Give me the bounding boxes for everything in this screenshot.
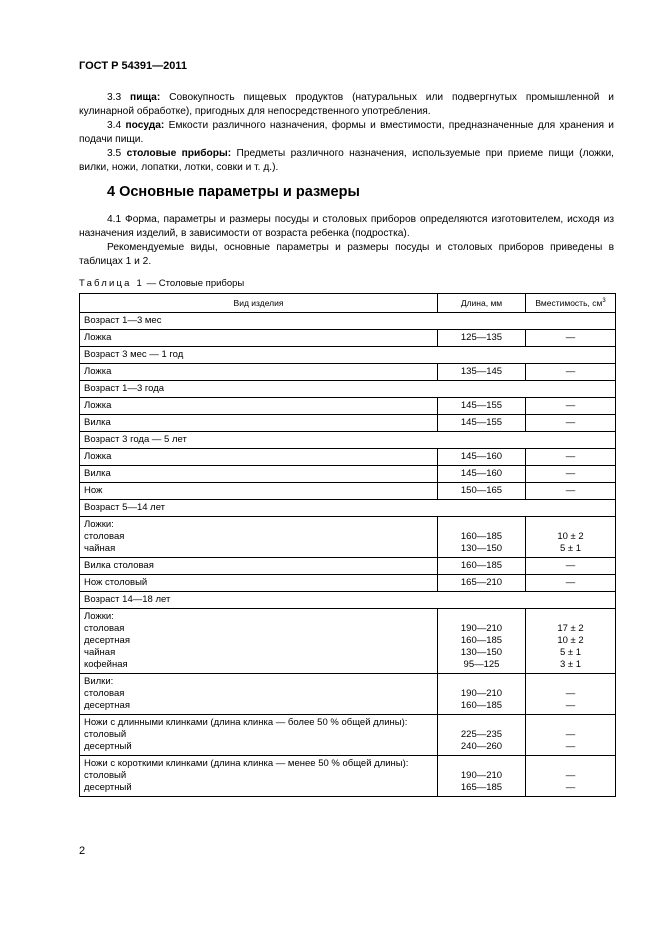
capacity-cell	[526, 575, 616, 592]
length-cell-line: 225—235	[460, 729, 503, 740]
item-name-cell-line: столовая	[84, 623, 125, 634]
item-name-cell-line: десертный	[84, 741, 132, 752]
item-name-cell-line: столовый	[84, 729, 127, 740]
item-name-cell-line: Вилка столовая	[84, 560, 154, 571]
length-cell	[438, 449, 526, 466]
length-cell-line: 165—185	[460, 782, 503, 793]
table-group-row	[80, 432, 616, 449]
header-length: Длина, мм	[438, 294, 526, 313]
item-name-cell	[80, 674, 438, 715]
item-name-cell-line: столовая	[84, 688, 125, 699]
cutlery-table	[79, 293, 616, 797]
capacity-cell	[526, 466, 616, 483]
capacity-cell	[526, 364, 616, 381]
item-name-cell-line: Ножи с короткими клинками (длина клинка — менее 50 % общей длины):	[84, 758, 409, 769]
capacity-cell-line: —	[565, 400, 576, 411]
length-cell-line: 135—145	[460, 366, 503, 377]
capacity-cell-line: —	[565, 485, 576, 496]
table-row	[80, 466, 616, 483]
item-name-cell	[80, 415, 438, 432]
capacity-cell	[526, 330, 616, 347]
header-capacity	[526, 294, 616, 313]
item-name-cell	[80, 466, 438, 483]
table-row	[80, 398, 616, 415]
paragraph-3-4	[79, 119, 614, 147]
item-name-cell-line: Вилка	[84, 468, 111, 479]
capacity-cell-line: 5 ± 1	[559, 647, 582, 658]
length-cell-line: 160—185	[460, 700, 503, 711]
capacity-cell	[526, 449, 616, 466]
header-capacity-unit-exponent: 3	[602, 298, 606, 305]
item-name-cell-line: Вилка	[84, 417, 111, 428]
capacity-cell	[526, 715, 616, 756]
paragraph-4-1: 4.1 Форма, параметры и размеры посуды и столовых приборов определяются изготовителем, исходя из назначения изделий, в зависимости от возраста ребенка (подростка).	[79, 214, 614, 239]
table-group-row	[80, 381, 616, 398]
table-row	[80, 330, 616, 347]
item-name-cell	[80, 575, 438, 592]
item-name-cell	[80, 398, 438, 415]
capacity-cell-line: —	[565, 577, 576, 588]
length-cell-line: 165—210	[460, 577, 503, 588]
paragraph-4-1-recommendation: Рекомендуемые виды, основные параметры и размеры посуды и столовых приборов приведены в таблицах 1 и 2.	[79, 242, 614, 267]
age-group-label: Возраст 14—18 лет	[80, 592, 616, 609]
capacity-cell-line: —	[565, 366, 576, 377]
item-name-cell-line: Ложки:	[84, 611, 114, 622]
table-group-row	[80, 347, 616, 364]
capacity-cell-line: —	[565, 782, 576, 793]
length-cell	[438, 517, 526, 558]
table-row	[80, 517, 616, 558]
table-row	[80, 415, 616, 432]
capacity-cell	[526, 398, 616, 415]
capacity-cell	[526, 609, 616, 674]
item-name-cell	[80, 715, 438, 756]
length-cell	[438, 415, 526, 432]
length-cell-line: 145—160	[460, 468, 503, 479]
item-name-cell-line: Ложка	[84, 451, 112, 462]
item-name-cell-line: десертная	[84, 635, 130, 646]
clause-number: 3.3	[107, 92, 122, 103]
table-row	[80, 674, 616, 715]
item-name-cell	[80, 517, 438, 558]
item-name-cell-line: столовая	[84, 531, 125, 542]
age-group-label: Возраст 5—14 лет	[80, 500, 616, 517]
table-header-row	[80, 294, 616, 313]
capacity-cell	[526, 517, 616, 558]
table-caption	[79, 278, 244, 289]
length-cell	[438, 398, 526, 415]
length-cell	[438, 609, 526, 674]
length-cell-line: 125—135	[460, 332, 503, 343]
item-name-cell-line: Нож столовый	[84, 577, 148, 588]
length-cell-line: 130—150	[460, 647, 503, 658]
length-cell-line: 160—185	[460, 560, 503, 571]
item-name-cell	[80, 756, 438, 797]
table-caption-text: — Столовые приборы	[146, 278, 245, 289]
table-group-row	[80, 592, 616, 609]
length-cell-line: 240—260	[460, 741, 503, 752]
header-capacity-label: Вместимость, см	[535, 298, 603, 308]
item-name-cell-line: Ложка	[84, 332, 112, 343]
capacity-cell-line: —	[565, 560, 576, 571]
length-cell-line: 160—185	[460, 531, 503, 542]
length-cell-line: 130—150	[460, 543, 503, 554]
length-cell	[438, 558, 526, 575]
length-cell	[438, 483, 526, 500]
length-cell-line: 190—210	[460, 623, 503, 634]
table-group-row	[80, 313, 616, 330]
capacity-cell-line: 3 ± 1	[559, 659, 582, 670]
capacity-cell-line: —	[565, 468, 576, 479]
capacity-cell-line: —	[565, 770, 576, 781]
paragraph-3-5	[79, 147, 614, 175]
length-cell	[438, 674, 526, 715]
table-row	[80, 483, 616, 500]
capacity-cell-line: —	[565, 332, 576, 343]
table-row	[80, 756, 616, 797]
age-group-label: Возраст 1—3 мес	[80, 313, 616, 330]
capacity-cell	[526, 415, 616, 432]
length-cell-line: 145—160	[460, 451, 503, 462]
table-row	[80, 715, 616, 756]
capacity-cell-line: 10 ± 2	[557, 531, 584, 542]
item-name-cell-line: десертный	[84, 782, 132, 793]
length-cell-line: 145—155	[460, 417, 503, 428]
capacity-cell-line: —	[565, 729, 576, 740]
paragraph-3-3	[79, 91, 614, 119]
length-cell-line: 145—155	[460, 400, 503, 411]
length-cell	[438, 330, 526, 347]
capacity-cell-line: 17 ± 2	[557, 623, 584, 634]
document-header: ГОСТ Р 54391—2011	[79, 60, 187, 72]
capacity-cell	[526, 558, 616, 575]
capacity-cell-line: —	[565, 688, 576, 699]
definition: Совокупность пищевых продуктов (натуральных или подвергнутых промышленной и кулинарной обработке), пригодных для непосредственного употребления.	[79, 92, 614, 117]
section-heading: 4 Основные параметры и размеры	[107, 184, 360, 200]
table-group-row	[80, 500, 616, 517]
page-number: 2	[79, 845, 86, 857]
length-cell	[438, 756, 526, 797]
item-name-cell-line: Ножи с длинными клинками (длина клинка — более 50 % общей длины):	[84, 717, 408, 728]
term: столовые приборы:	[126, 148, 232, 159]
capacity-cell-line: —	[565, 451, 576, 462]
item-name-cell-line: Вилки:	[84, 676, 114, 687]
definition: Предметы различного назначения, используемые при приеме пищи (ложки, вилки, ножи, лопатки, лотки, совки и т. д.).	[79, 148, 614, 173]
item-name-cell-line: столовый	[84, 770, 127, 781]
clause-number: 3.5	[107, 148, 122, 159]
length-cell-line: 150—165	[460, 485, 503, 496]
item-name-cell	[80, 483, 438, 500]
item-name-cell-line: Нож	[84, 485, 103, 496]
capacity-cell-line: 10 ± 2	[557, 635, 584, 646]
item-name-cell	[80, 609, 438, 674]
length-cell-line: 160—185	[460, 635, 503, 646]
capacity-cell	[526, 483, 616, 500]
table-row	[80, 449, 616, 466]
item-name-cell-line: десертная	[84, 700, 130, 711]
table-row	[80, 558, 616, 575]
capacity-cell-line: —	[565, 417, 576, 428]
clause-number: 3.4	[107, 120, 122, 131]
definition: Емкости различного назначения, формы и вместимости, предназначенные для хранения и подачи пищи.	[79, 120, 614, 145]
table-body	[80, 313, 616, 797]
length-cell-line: 95—125	[463, 659, 500, 670]
capacity-cell-line: —	[565, 700, 576, 711]
age-group-label: Возраст 3 года — 5 лет	[80, 432, 616, 449]
length-cell-line: 190—210	[460, 688, 503, 699]
length-cell-line: 190—210	[460, 770, 503, 781]
header-item-type: Вид изделия	[80, 294, 438, 313]
capacity-cell	[526, 674, 616, 715]
age-group-label: Возраст 1—3 года	[80, 381, 616, 398]
capacity-cell-line: —	[565, 741, 576, 752]
item-name-cell-line: чайная	[84, 543, 116, 554]
item-name-cell-line: Ложка	[84, 400, 112, 411]
length-cell	[438, 715, 526, 756]
length-cell	[438, 364, 526, 381]
age-group-label: Возраст 3 мес — 1 год	[80, 347, 616, 364]
capacity-cell-line: 5 ± 1	[559, 543, 582, 554]
item-name-cell	[80, 330, 438, 347]
table-row	[80, 364, 616, 381]
length-cell	[438, 466, 526, 483]
item-name-cell	[80, 364, 438, 381]
term: пища:	[130, 92, 161, 103]
length-cell	[438, 575, 526, 592]
item-name-cell	[80, 558, 438, 575]
item-name-cell-line: Ложки:	[84, 519, 114, 530]
table-caption-label: Таблица 1	[79, 278, 144, 289]
item-name-cell	[80, 449, 438, 466]
table-row	[80, 609, 616, 674]
capacity-cell	[526, 756, 616, 797]
item-name-cell-line: Ложка	[84, 366, 112, 377]
item-name-cell-line: кофейная	[84, 659, 128, 670]
item-name-cell-line: чайная	[84, 647, 116, 658]
term: посуда:	[125, 120, 165, 131]
table-row	[80, 575, 616, 592]
